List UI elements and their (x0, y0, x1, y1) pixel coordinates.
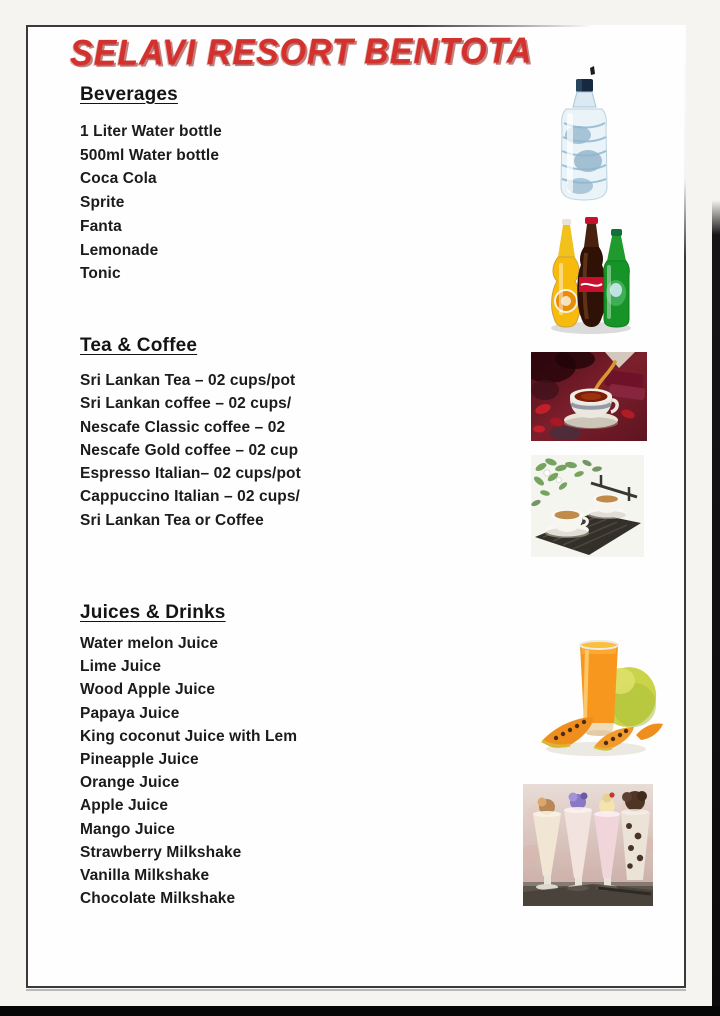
section-juices-drinks (80, 601, 297, 910)
menu-item: Wood Apple Juice (80, 681, 216, 699)
section-heading-tea-coffee: Tea & Coffee (80, 335, 198, 356)
menu-item: Lime Juice (80, 658, 162, 676)
papaya-juice-photo (536, 635, 666, 763)
page-border-left (26, 25, 28, 988)
menu-item: Apple Juice (80, 797, 169, 815)
menu-item: Strawberry Milkshake (80, 843, 242, 861)
menu-item: Mango Juice (80, 820, 175, 838)
milkshakes-photo (523, 784, 653, 906)
menu-item: Fanta (80, 217, 122, 235)
scan-edge-strip (712, 200, 720, 1016)
section-heading-beverages: Beverages (80, 84, 178, 105)
menu-item: Tonic (80, 265, 121, 283)
menu-item: Nescafe Gold coffee – 02 cup (80, 441, 299, 459)
milk-tea-cups-photo (531, 455, 644, 557)
juices-drinks-list (80, 632, 297, 910)
section-heading-juices-drinks: Juices & Drinks (80, 602, 226, 623)
menu-item: Sri Lankan Tea or Coffee (80, 511, 264, 529)
menu-item: King coconut Juice with Lem (80, 727, 298, 745)
page-border-right (684, 25, 686, 988)
menu-item: Papaya Juice (80, 704, 180, 722)
menu-item: Pineapple Juice (80, 751, 199, 769)
section-beverages (80, 83, 222, 286)
menu-sheet (26, 25, 686, 988)
water-bottle-photo (538, 65, 630, 205)
menu-item: Chocolate Milkshake (80, 890, 236, 908)
menu-item: Vanilla Milkshake (80, 867, 210, 885)
beverages-list (80, 120, 222, 286)
menu-item: Sri Lankan coffee – 02 cups/ (80, 395, 292, 413)
menu-item: Espresso Italian– 02 cups/pot (80, 465, 301, 483)
menu-item: Water melon Juice (80, 635, 219, 652)
menu-item: 1 Liter Water bottle (80, 123, 222, 140)
page-title: SELAVI RESORT BENTOTA (69, 30, 533, 74)
menu-item: 500ml Water bottle (80, 146, 220, 164)
page-border-top (26, 25, 686, 27)
tea-pouring-photo (531, 352, 647, 441)
menu-item: Lemonade (80, 241, 159, 259)
page-border-bottom (26, 986, 686, 988)
scan-bottom-bar (0, 1006, 720, 1016)
menu-item: Orange Juice (80, 774, 180, 792)
menu-item: Cappuccino Italian – 02 cups/ (80, 488, 300, 506)
menu-item: Coca Cola (80, 170, 157, 188)
section-tea-coffee (80, 334, 301, 532)
menu-item: Sprite (80, 194, 125, 212)
soda-bottles-photo (545, 213, 637, 337)
menu-item: Sri Lankan Tea – 02 cups/pot (80, 372, 296, 389)
tea-coffee-list (80, 369, 301, 532)
menu-item: Nescafe Classic coffee – 02 (80, 418, 286, 436)
